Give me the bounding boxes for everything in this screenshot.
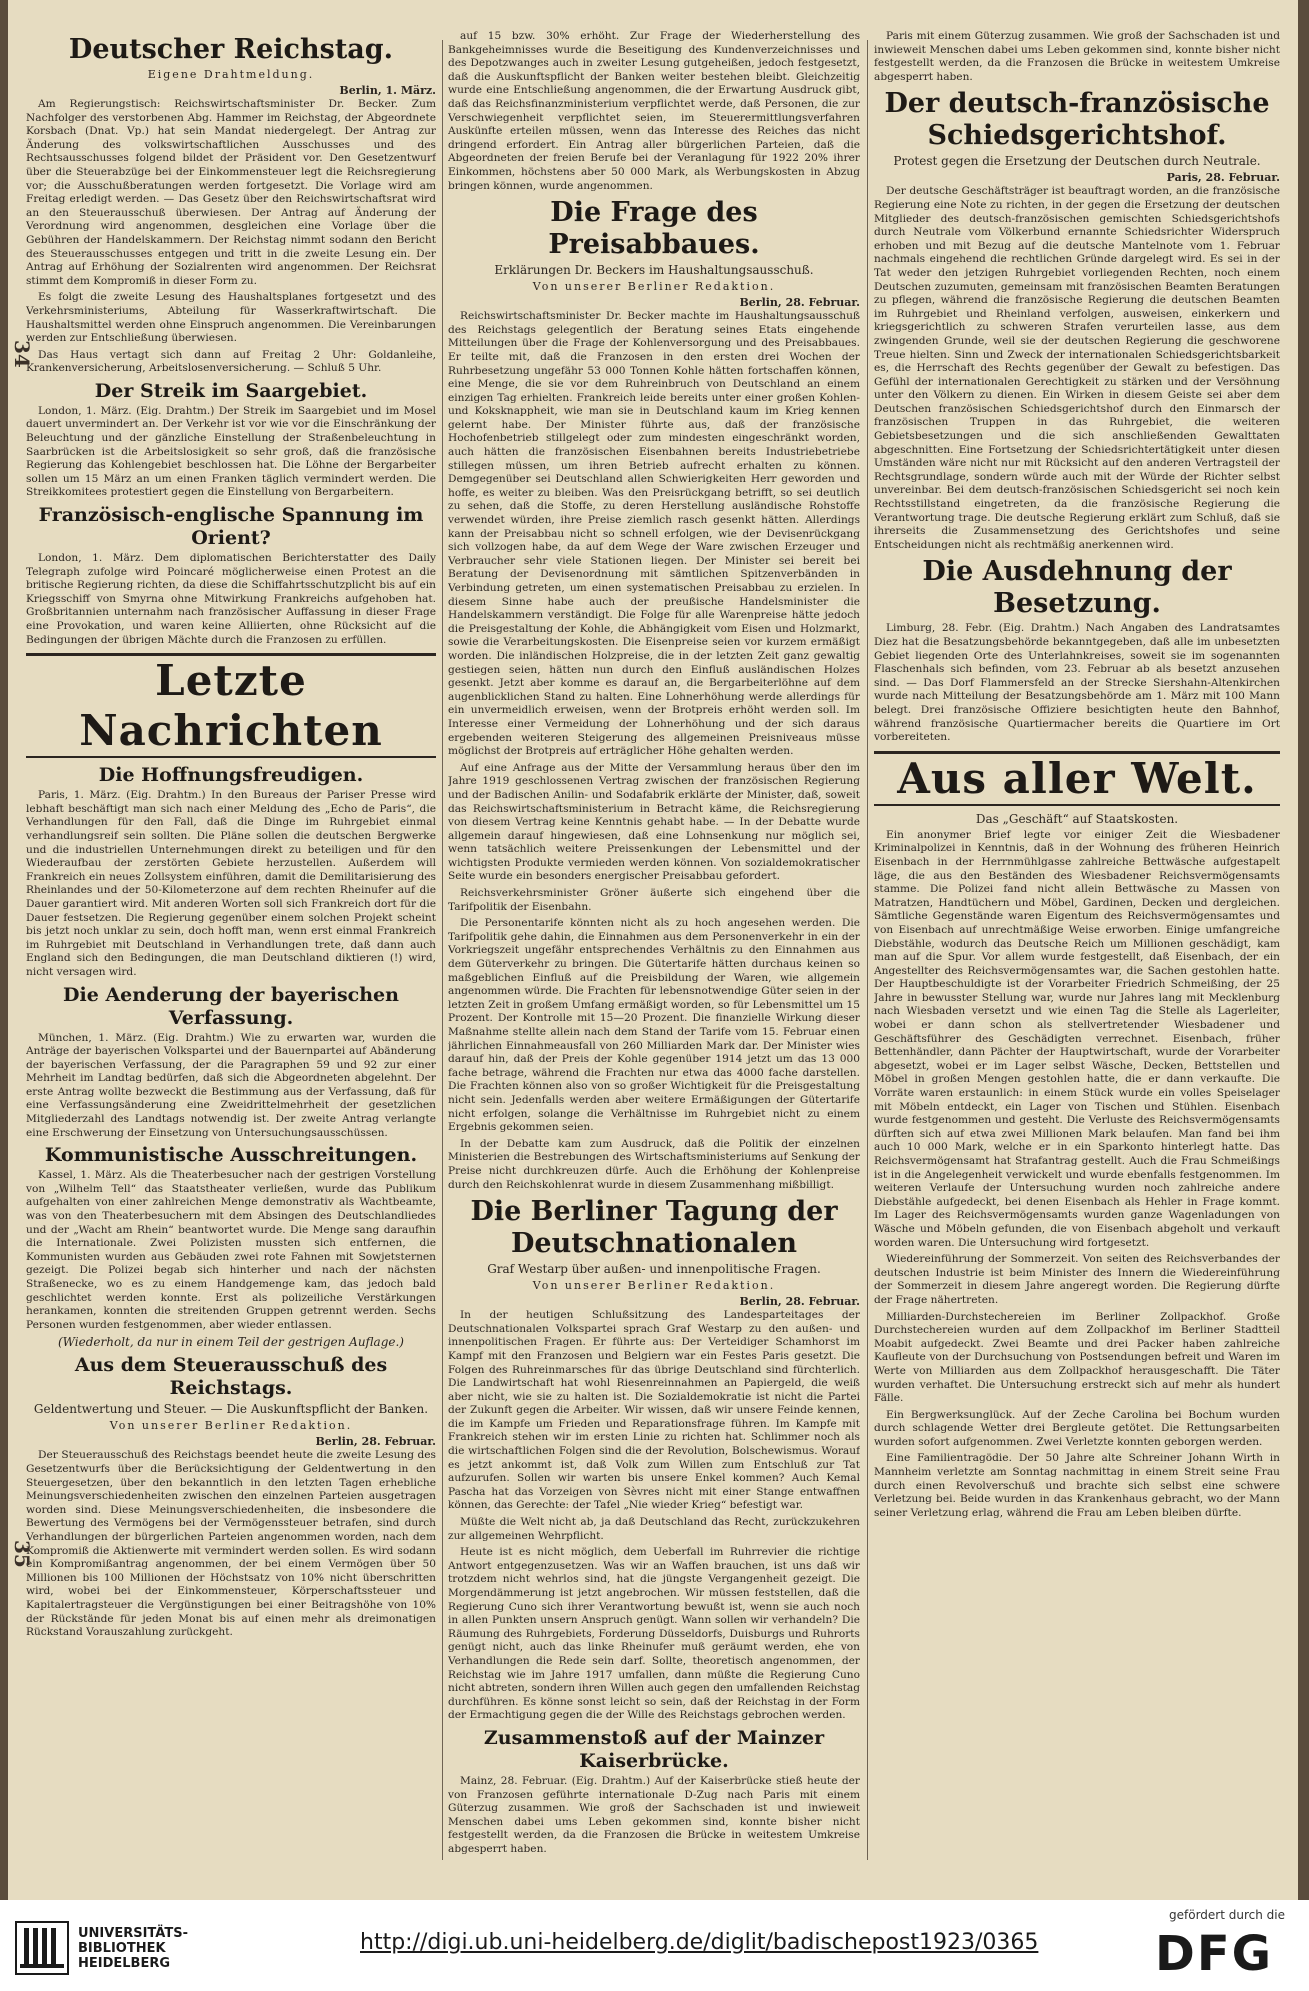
newspaper-page [8, 0, 1298, 1900]
margin-mark: 34 [10, 340, 34, 368]
dateline: Berlin, 28. Februar. [739, 296, 860, 310]
article-paragraph: Auf eine Anfrage aus der Mitte der Versammlung heraus über den im Jahre 1919 geschlossenen Vertrag zwischen der französischen Regierung und der Badischen Anilin- und Sodafabrik erklärte der Minister, daß, soweit das Reichswirtschaftsministerium in Betracht käme, die Reichsregierung von diesem Vertrag keine Kenntnis gehabt habe. — In der Debatte wurde allgemein darauf hingewiesen, daß eine Lohnsenkung nur möglich sei, wenn tatsächlich weitere Preissenkungen der Lebensmittel und der wichtigsten Produkte vermieden werden können. Von sozialdemokratischer Seite wurde ein besonders energischer Preisabbau gefordert. [448, 761, 860, 883]
dateline: Berlin, 1. März. [339, 84, 436, 97]
dfg-logo-text: DFG [1155, 1926, 1274, 1978]
article-paragraph: Ein Bergwerksunglück. Auf der Zeche Carolina bei Bochum wurden durch schlagende Wetter drei Bergleute getötet. Die Rettungsarbeiten wurden sofort aufgenommen. Zwei Verletzte konnten geborgen werden. [874, 1408, 1280, 1448]
university-library-logo[interactable] [14, 1920, 274, 1976]
article-paragraph: Paris mit einem Güterzug zusammen. Wie groß der Sachschaden ist und inwieweit Menschen dabei ums Leben gekommen sind, konnte bisher nicht festgestellt werden, da die Franzosen die Brücke in weitestem Umkreise abgesperrt haben. [874, 30, 1280, 83]
article-paragraph: Heute ist es nicht möglich, dem Ueberfall im Ruhrrevier die richtige Antwort entgegenzusetzen. Was wir an Waffen brauchen, ist uns daß wir trotzdem nicht wehrlos sind, hat die jüngste Vergangenheit gezeigt. Die Morgendämmerung ist jetzt angebrochen. Wir müssen feststellen, daß die Regierung Cuno sich ihrer Verantwortung bewußt ist, wenn sie auch noch in allen Punkten unsern Anspruch genügt. Wann sollen wir verhandeln? Die Räumung des Ruhrgebiets, Forderung Düsseldorfs, Duisburgs und Ruhrorts genügt nicht, auch das linke Rheinufer muß geräumt werden, ehe von Verhandlungen die Rede sein darf. Sollte, theoretisch angenommen, der Reichstag wie im Jahre 1917 umfallen, dann müßte die Regierung Cuno nicht abtreten, sondern ihren Willen auch gegen den umfallenden Reichstag durchführen. Es könne sonst leicht so sein, daß der Reichstag in der Form der Ermachtigung gegen die der Wille des Reichstags gebrochen werden. [448, 1546, 860, 1722]
headline: Aus aller Welt. [874, 751, 1280, 806]
footer-bar [0, 1900, 1309, 1991]
article-paragraph: Limburg, 28. Febr. (Eig. Drahtm.) Nach Angaben des Landratsamtes Diez hat die Besatzungsbehörde bekanntgegeben, daß alle im unbesetzten Gebiet liegenden Orte des Unterlahnkreises, soweit sie im sogenannten Flaschenhals sich befinden, vom 23. Februar ab als besetzt anzusehen sind. — Das Dorf Flammersfeld an der Strecke Siershahn-Altenkirchen wurde nach Mitteilung der Besatzungsbehörde am 1. März mit 100 Mann belegt. Drei französische Offiziere besichtigten heute den Bahnhof, während französische Quartiermacher bereits die Quartiere im Ort vorbereiteten. [874, 622, 1280, 744]
article-paragraph: Die Personentarife könnten nicht als zu hoch angesehen werden. Die Tarifpolitik gehe dahin, die Einnahmen aus dem Personenverkehr in ein der Vorkriegszeit ungefähr entsprechendes Verhältnis zu den Einnahmen aus dem Güterverkehr zu bringen. Die Gütertarife hätten durchaus keinen so maßgeblichen Einfluß auf die Preisbildung der Waren, wie allgemein angenommen würde. Die Frachten für lebensnotwendige Güter seien in der letzten Zeit in großem Umfang ermäßigt worden, so für Lebensmittel um 15 Prozent. Der Kontrolle mit 15—20 Prozent. Die finanzielle Wirkung dieser Maßnahme stellte allein nach dem Stand der Tarife vom 15. Februar einen jährlichen Einnahmeausfall von 260 Milliarden Mark dar. Der Minister wies darauf hin, daß der Preis der Kohle gegenüber 1914 jetzt um das 13 000 fache betrage, während die Frachten nur etwa das 4000 fache darstellen. Die Frachten können also von so großer Wichtigkeit für die Preisgestaltung nicht sein. Jedenfalls werden aber weitere Ermäßigungen der Gütertarife nicht erfolgen, solange die Verhältnisse im Ruhrgebiet nicht zu einem Ergebnis gekommen seien. [448, 917, 860, 1134]
byline: Von unserer Berliner Redaktion. [109, 1419, 353, 1433]
article-paragraph: Ein anonymer Brief legte vor einiger Zeit die Wiesbadener Kriminalpolizei in Kenntnis, daß in der Wohnung des früheren Heinrich Eisenbach in der Herrnmühlgasse zahlreiche Bettwäsche aufgestapelt läge, die aus den Beständen des Wiesbadener Reichsvermögensamts stamme. Die Polizei fand nicht allein Bettwäsche zu Massen von Matratzen, Handtüchern und Möbel, Gardinen, Decken und dergleichen. Sämtliche Gegenstände waren Eigentum des Reichsvermögensamtes und von Eisenbach auf unrechtmäßige Weise erworben. Einige umfangreiche Diebstähle, wodurch das Deutsche Reich um Millionen geschädigt, kam man auf die Spur. Vor allem wurde festgestellt, daß Eisenbach, der ein Angestellter des Reichsvermögensamtes war, die Sachen gestohlen hatte. Der Hauptbeschuldigte ist der Vorarbeiter Friedrich Schmeißing, der 25 Jahre in bewusster Stellung war, wurde nur Jahres lang mit Mecklenburg nach Wiesbaden versetzt und wie einen Tag die Stelle als Lagerleiter, wobei er dann schon als stellvertretender Wiesbadener und Geschäftsführer des Geschädigten verrechnet. Eisenbach, früher Bettenhändler, dann Pächter der Hauptwirtschaft, wurde der Vorarbeiter abgesetzt, wobei er im Lager selbst Wäsche, Decken, Bettstellen und Möbel in großen Mengen gestohlen hatte, die er dann verkaufte. Die Vorräte waren erstaunlich: in einem Stück wurde ein volles Speiselager mit Möbeln entdeckt, ein Lager von Tischen und Stühlen. Eisenbach wurde festgenommen und gesteht. Die Verluste des Reichsvermögensamts dürften sich auf etwa zwei Millionen Mark belaufen. Man fand bei ihm auch 10 000 Mark, welche er in ein Sparkonto hinterlegt hatte. Das Reichsvermögensamt hat Strafantrag gestellt. Auch die Frau Schmeißings ist in die Angelegenheit verwickelt und wurde ebenfalls festgenommen. Im weiteren Verlaufe der Untersuchung wurden noch zahlreiche andere Diebstähle aufgedeckt, bei denen Eisenbach als Hehler in Frage kommt. Im Lager des Reichsvermögensamts wurden ganze Wagenladungen von Wäsche und Möbeln gefunden, die von Eisenbach abgeholt und verkauft worden waren. Die Untersuchung wird fortgesetzt. [874, 828, 1280, 1249]
article-paragraph: Reichsverkehrsminister Gröner äußerte sich eingehend über die Tarifpolitik der Eisenbahn. [448, 887, 860, 913]
article-paragraph: Am Regierungstisch: Reichswirtschaftsminister Dr. Becker. Zum Nachfolger des verstorbenen Abg. Hammer im Reichstag, der Abgeordnete Korsbach (Dnat. Vp.) hat sein Mandat niedergelegt. Der Antrag zur Änderung des volkswirtschaftlichen Ausschusses und des Rechtsausschusses folgend bildet der Präsident vor. Den Gesetzentwurf über die Steuerabzüge bei der Einkommensteuer legt die Reichsregierung vor; die Ausschußberatungen werden fortgesetzt. Die Vorlage wird am Freitag erledigt werden. — Das Gesetz über den Reichswirtschaftsrat wird an den Steuerausschuß überwiesen. Der Antrag auf Änderung der Verordnung wird angenommen, desgleichen eine Vorlage über die Gebühren der Handelskammern. Der Reichstag nimmt sodann den Bericht des Steuerausschusses entgegen und tritt in die zweite Lesung ein. Der Antrag auf Erhöhung der Sozialrenten wird angenommen. Der Reichsrat stimmt dem Kompromiß in dieser Form zu. [26, 98, 436, 287]
headline: Zusammenstoß auf der Mainzer Kaiserbrücke. [483, 1726, 825, 1772]
column-2 [448, 30, 860, 1882]
article-paragraph: auf 15 bzw. 30% erhöht. Zur Frage der Wiederherstellung des Bankgeheimnisses wurde die Beseitigung des Kundenverzeichnisses und des Depotzwanges auch in zweiter Lesung gutgeheißen, jedoch festgesetzt, daß die Auskunftspflicht der Banken weiter bestehen bleibt. Gleichzeitig wurde eine Entschließung angenommen, die der Erwartung Ausdruck gibt, daß das Reichsfinanzministerium verpflichtet werde, daß Personen, die zur Verschwiegenheit verpflichtet seien, im Steuerermittlungsverfahren Auskünfte erteilen müssen, wenn das Interesse des Reiches das nicht dringend erfordert. Ein Antrag aller bürgerlichen Parteien, daß die Abgeordneten der freien Berufe bei der Veranlagung für 1922 20% ihrer Einkommen, höchstens aber 50 000 Mark, als Werbungskosten in Abzug bringen können, wurde angenommen. [448, 30, 860, 192]
article-paragraph: Milliarden-Durchstechereien im Berliner Zollpackhof. Große Durchstechereien wurden auf dem Zollpackhof im Berliner Stadtteil Moabit aufgedeckt. Zwei Beamte und drei Packer haben zahlreiche Kaufleute von der Durchsuchung von Postsendungen befreit und Waren im Werte von Milliarden aus dem Zollpackhof herausgeschafft. Die Täter wurden verhaftet. Die Untersuchung erstreckt sich auf mehr als hundert Fälle. [874, 1310, 1280, 1405]
headline: Der Streik im Saargebiet. [94, 379, 368, 402]
byline: Eigene Drahtmeldung. [147, 68, 315, 81]
article-paragraph: Wiedereinführung der Sommerzeit. Von seiten des Reichsverbandes der deutschen Industrie ist beim Minister des Innern die Wiedereinführung der Sommerzeit in diesem Jahre angeregt worden. Die Regierung dürfte der Frage nähertreten. [874, 1253, 1280, 1306]
article-paragraph: In der heutigen Schlußsitzung des Landesparteitages der Deutschnationalen Volkspartei sprach Graf Westarp zu den außen- und innenpolitischen Fragen. Er führte aus: Der Verteidiger Schamhorst im Kampf mit den Franzosen und Belgiern war ein Festes Paris gesetzt. Die Folgen des Ruhreinmarsches für das übrige Deutschland sind fürchterlich. Die Landwirtschaft hat wohl Riesenreinnahmen an Papiergeld, die weiß aber nicht, wie sie zu halten ist. Die Sozialdemokratie ist nicht die Partei der Zukunft gegen die Arbeiter. Wir wissen, daß wir unsere Feinde kennen, die im Kampfe um Frieden und Reparationsfrage führen. Im Kampfe mit Frankreich stehen wir im ersten Linie zu richten hat. Schlimmer noch als die wirtschaftlichen Folgen sind die der Revolution, Bolschewismus. Worauf es jetzt ankommt ist, daß Volk zum Willen zum Entschluß zur Tat aufzurufen. Sollen wir warten bis unsere Enkel kommen? Auch Kemal Pascha hat das Vorzeigen von Sèvres nicht mit einer Stange entwaffnen können, das Gerechte: der Tafel „Nie wieder Krieg“ befestigt war. [448, 1309, 860, 1512]
article-paragraph: Paris, 1. März. (Eig. Drahtm.) In den Bureaus der Pariser Presse wird lebhaft beschäftigt man sich nach einer Meldung des „Echo de Paris“, die Verhandlungen für den Fall, daß die Dinge im Ruhrgebiet einmal verhandlungsreif sein sollten. Die Pläne sollen die deutschen Bergwerke und die industriellen Unternehmungen direkt zu beteiligen und für den Wiederaufbau der zerstörten Gebiete herzustellen. Außerdem will Frankreich ein neues Zollsystem einführen, damit die Demilitarisierung des Rheinlandes und der 50-Kilometerzone auf dem rechten Rheinufer auf die Dauer garantiert wird. Mit anderen Worten soll sich Frankreich dort für die Dauer festsetzen. Die Regierung gegenüber einem solchen Projekt scheint bis jetzt noch unklar zu sein, doch hofft man, wenn erst einmal Frankreich im Ruhrgebiet mit Deutschland in Verhandlungen trete, daß dann auch England sich den Bedingungen, die man Deutschland diktieren (!) wird, nicht versagen wird. [26, 789, 436, 978]
headline: Die Ausdehnung der Besetzung. [922, 556, 1232, 620]
article-paragraph: Es folgt die zweite Lesung des Haushaltsplanes fortgesetzt und des Verkehrsministeriums, Abteilung für Wasserkraftwirtschaft. Die Haushaltsmittel werden ohne Einspruch angenommen. Die Vereinbarungen werden zur Entschließung überwiesen. [26, 291, 436, 345]
dateline: Berlin, 28. Februar. [315, 1435, 436, 1449]
article-paragraph: Müßte die Welt nicht ab, ja daß Deutschland das Recht, zurückzukehren zur allgemeinen Wehrpflicht. [448, 1516, 860, 1542]
article-paragraph: Kassel, 1. März. Als die Theaterbesucher nach der gestrigen Vorstellung von „Wilhelm Tell“ das Staatstheater verließen, wurde das Publikum aufgehalten von einer zahlreichen Menge demonstrativ als Wachtbeamte, was von den Theaterbesuchern mit dem Absingen des Deutschlandliedes und der „Wacht am Rhein“ beantwortet wurde. Die Menge sang daraufhin die Internationale. Zwei Polizisten mussten sich entfernen, die Kommunisten wurden aus Gebäuden zwei rote Fahnen mit Sowjetsternen gezeigt. Die Polizei begab sich hinterher und nach der nächsten Straßenecke, wo es zu einem Handgemenge kam, das jedoch bald geschlichtet werden konnte. Erst als polizeiliche Verstärkungen herankamen, konnten die streitenden Gruppen getrennt werden. Sechs Personen wurden festgenommen, aber wieder entlassen. [26, 1169, 436, 1331]
dfg-logo[interactable] [1155, 1926, 1285, 1978]
headline: Der deutsch-französische Schiedsgerichtshof. [884, 88, 1270, 152]
article-paragraph: London, 1. März. (Eig. Drahtm.) Der Streik im Saargebiet und im Mosel dauert unvermindert an. Der Verkehr ist vor wie vor die Einschränkung der Beleuchtung und der gänzliche Einstellung der Straßenbeleuchtung in Saarbrücken ist die Arbeitslosigkeit so sehr groß, daß die französische Regierung das Kohlengebiet beschlossen hat. Die Löhne der Bergarbeiter sollen um 15 März an um einen Franken täglich vermindert werden. Die Streikkomitees protestiert gegen die Einstellung von Bergarbeitern. [26, 404, 436, 499]
headline: Französisch-englische Spannung im Orient? [38, 504, 424, 550]
article-paragraph: In der Debatte kam zum Ausdruck, daß die Politik der einzelnen Ministerien die Bestrebungen des Wirtschaftsministeriums auf Senkung der Preise nicht durchkreuzen dürfe. Auch die Erhöhung der Kohlenpreise durch den Reichskohlenrat wurde in diesem Zusammenhang mißbilligt. [448, 1137, 860, 1191]
column-3 [874, 30, 1280, 1882]
subheadline: Protest gegen die Ersetzung der Deutschen durch Neutrale. [893, 154, 1261, 169]
library-name: UNIVERSITÄTS- BIBLIOTHEK HEIDELBERG [78, 1926, 188, 1971]
article-paragraph: Mainz, 28. Februar. (Eig. Drahtm.) Auf der Kaiserbrücke stieß heute der von Franzosen geführte internationale D-Zug nach Paris mit einem Güterzug zusammen. Wie groß der Sachschaden ist und inwieweit Menschen dabei ums Leben gekommen sind, konnte bisher nicht festgestellt werden, da die Franzosen die Brücke in weitestem Umkreise abgesperrt haben. [448, 1774, 860, 1855]
headline: Die Aenderung der bayerischen Verfassung. [63, 983, 399, 1029]
dateline: Berlin, 28. Februar. [739, 1295, 860, 1309]
funding-caption: gefördert durch die [1169, 1908, 1285, 1922]
column-rule [867, 40, 868, 1860]
subheadline: Erklärungen Dr. Beckers im Haushaltungsausschuß. [494, 263, 814, 278]
headline: Aus dem Steuerausschuß des Reichstags. [74, 1354, 388, 1400]
article-paragraph: Eine Familientragödie. Der 50 Jahre alte Schreiner Johann Wirth in Mannheim verletzte am Sonntag nachmittag in einem Streit seine Frau durch einen Revolverschuß und brachte sich selbst eine schwere Verletzung bei. Beide wurden in das Krankenhaus gebracht, wo der Mann seiner Verletzung erlag, während die Frau am Leben bleiben dürfte. [874, 1452, 1280, 1519]
subheadline: Geldentwertung und Steuer. — Die Auskunftspflicht der Banken. [33, 1402, 429, 1417]
headline: Die Frage des Preisabbaues. [548, 197, 760, 261]
column-rule [442, 40, 443, 1860]
column-1 [26, 30, 436, 1882]
subheadline: Das „Geschäft“ auf Staatskosten. [975, 811, 1179, 826]
subheadline: Graf Westarp über außen- und innenpolitische Fragen. [487, 1262, 821, 1277]
headline: Kommunistische Ausschreitungen. [44, 1144, 418, 1167]
margin-mark: 35 [10, 1540, 34, 1568]
article-paragraph: München, 1. März. (Eig. Drahtm.) Wie zu erwarten war, wurden die Anträge der bayerischen Volkspartei und der Bauernpartei auf Abänderung der bayerischen Verfassung, der die Paragraphen 59 und 92 zur einer Mehrheit im Landtag bedürfen, daß sich die Abgeordneten abgelehnt. Der erste Antrag wollte bezweckt die Bestimmung aus der Verfassung, daß für eine Verfassungsänderung eine Zweidrittelmehrheit der gesetzlichen Mitgliederzahl des Landtags notwendig ist. Der zweite Antrag verlangte eine Erschwerung der Einsetzung von Untersuchungsausschüssen. [26, 1031, 436, 1139]
headline: Letzte Nachrichten [26, 653, 436, 758]
article-paragraph: Der deutsche Geschäftsträger ist beauftragt worden, an die französische Regierung eine Note zu richten, in der gegen die Ersetzung der deutschen Mitglieder des deutsch-französischen gemischten Schiedsgerichtshofs durch Neutrale vom Völkerbund ernannte Schiedsrichter Widerspruch erhoben und mit Bezug auf die deutsche Mantelnote vom 1. Februar nachmals eingehend die rechtlichen Gründe dargelegt wird. Es sei in der Tat weder den jetzigen Ruhrgebiet vorliegenden Rechten, noch einem Deutschen zuzumuten, gemeinsam mit französischen Beamten Beratungen zu pflegen, während die französische Regierung die deutschen Beamten im Ruhrgebiet und Rheinland verfolgen, ausweisen, einkerkern und kriegsgerichtlich zu schweren Strafen verurteilen lasse, aus dem zwingenden Grunde, weil sie der deutschen Regierung die geschworene Treue hielten. Sinn und Zweck der internationalen Schiedsgerichtsbarkeit es, die Herrschaft des Rechts gegenüber der Gewalt zu befestigen. Das Gefühl der internationalen Gerechtigkeit zu stärken und der Versöhnung unter den Völkern zu dienen. Ein Wirken in diesem Geiste sei aber dem Deutschen französischen Schiedsgerichtshof durch den Einmarsch der französischen Truppen in das Ruhrgebiet, die weiteren Gebietsbesetzungen und die sich anschließenden Gewalttaten abgeschnitten. Eine Fortsetzung der Schiedsrichtertätigkeit unter diesen Umständen wäre nicht nur mit Rücksicht auf den anderen Vertragsteil der Rechtsgrundlage, sondern würde auch mit der Würde der Richter selbst unvereinbar. Bei dem deutsch-französischen Schiedsgericht sei noch kein Rechtsstillstand eingetreten, da die französische Regierung die Verantwortung trage. Die deutsche Regierung erklärt zum Schluß, daß sie ihrerseits die Zusammensetzung des Gerichtshofes und seine Entscheidungen nicht als rechtmäßig anerkennen wird. [874, 185, 1280, 551]
library-emblem-icon [14, 1920, 70, 1976]
permalink-url[interactable]: http://digi.ub.uni-heidelberg.de/diglit/badischepost1923/0365 [360, 1930, 1039, 1955]
article-paragraph: Reichswirtschaftsminister Dr. Becker machte im Haushaltungsausschuß des Reichstags gelegentlich der Beratung seines Etats eingehende Mitteilungen über die Frage der Kohlenversorgung und des Preisabbaues. Er teilte mit, daß die Franzosen in den ersten drei Wochen der Ruhrbesetzung ungefähr 53 000 Tonnen Kohle hätten fortschaffen können, eine Menge, die sie vor dem Ruhreinbruch von Deutschland an einem einzigen Tag erhielten. Frankreich leide bereits unter einer großen Kohlen- und Koksknappheit, wie man sie in Deutschland kaum im Krieg kennen gelernt habe. Der Minister führte aus, daß der französische Hochofenbetrieb stillgelegt oder zum mindesten eingeschränkt worden, auch hätten die französischen Eisenbahnen bereits Industriebetriebe stillegen müssen, um ihren Betrieb aufrecht erhalten zu können. Demgegenüber sei Deutschland allen Schwierigkeiten Herr geworden und hoffe, es weiter zu bleiben. Was den Preisrückgang betrifft, so sei deutlich zu sehen, daß die Stoffe, zu deren Herstellung ausländische Rohstoffe verwendet würden, ihre Preise ziemlich rasch gesenkt hätten. Allerdings kann der Preisabbau nicht so schnell erfolgen, wie der Devisenrückgang sich vollzogen habe, da auf dem Wege der Ware zwischen Erzeuger und Verbraucher sehr viele Stationen liegen. Der Minister sei bereit bei Beratung der Devisenordnung mit sämtlichen Spitzenverbänden in Verbindung getreten, um einen systematischen Preisabbau zu erzielen. In diesem Sinne habe auch der preußische Handelsminister die Handelskammern verständigt. Die Folge für alle Warenpreise hätte jedoch die Preisgestaltung der Kohle, die Abhängigkeit vom Eisen und Holzmarkt, sowie die Verarbeitungskosten. Die Eisenpreise seien vor kurzem ermäßigt worden. Die inländischen Holzpreise, die in der letzten Zeit ganz gewaltig gestiegen seien, hätten nun durch den Einfluß ausländischen Holzes gesenkt. Jetzt aber komme es darauf an, die Bergarbeiterlöhne auf dem augenblicklichen Stand zu halten. Eine Lohnerhöhung werde allerdings für ein unvermeidlich erweisen, wenn der Brotpreis erhöht werden soll. Im Interesse einer Vermeidung der Lohnerhöhung und der sich daraus ergebenden weiteren Steigerung des allgemeinen Preisniveaus müsse möglichst der Brotpreis auf erträglicher Höhe gehalten werden. [448, 310, 860, 758]
byline: Von unserer Berliner Redaktion. [532, 280, 776, 294]
article-paragraph: Das Haus vertagt sich dann auf Freitag 2 Uhr: Goldanleihe, Krankenversicherung, Arbeitslosenversicherung. — Schluß 5 Uhr. [26, 348, 436, 375]
headline: Die Berliner Tagung der Deutschnationalen [470, 1196, 838, 1260]
headline: Die Hoffnungsfreudigen. [98, 764, 364, 787]
dateline: Paris, 28. Februar. [1166, 171, 1280, 185]
headline: Deutscher Reichstag. [68, 34, 394, 65]
article-paragraph: Der Steuerausschuß des Reichstags beendet heute die zweite Lesung des Gesetzentwurfs über die Berücksichtigung der Geldentwertung in den Steuergesetzen, über den bekanntlich in den letzten Tagen erhebliche Meinungsverschiedenheiten zwischen den einzelnen Parteien ausgetragen worden sind. Diese Meinungsverschiedenheiten, die insbesondere die Bewertung des Vermögens bei der Vermögenssteuer betrafen, sind durch Verhandlungen der bürgerlichen Parteien angenommen worden, nach dem Kompromiß die Aktienwerte mit vermindert werden sollen. Es wird sodann ein Kompromißantrag angenommen, der bei einem Vermögen über 50 Millionen bis 100 Millionen der Höchstsatz von 10% nicht überschritten wird, wobei bei der Einkommensteuer, Körperschaftssteuer und Kapitalertragsteuer die Vergünstigungen bei einer Beitragshöhe von 10% der Rückstände für jeden Monat bis auf einen mehr als dreimonatigen Rückstand Vorauszahlung zurückgeht. [26, 1449, 436, 1639]
editorial-note: (Wiederholt, da nur in einem Teil der gestrigen Auflage.) [57, 1335, 404, 1350]
article-paragraph: London, 1. März. Dem diplomatischen Berichterstatter des Daily Telegraph zufolge wird Poincaré möglicherweise einen Protest an die britische Regierung richten, da diese die Schiffahrtsschutzplicht bis auf ein Kriegsschiff von Smyrna ohne Mitwirkung Frankreichs aufgehoben hat. Großbritannien unternahm nach französischer Auffassung in dieser Frage eine Provokation, und waren keine Alliierten, ohne Rücksicht auf die Bedingungen der übrigen Mächte durch die Franzosen zu erfüllen. [26, 552, 436, 646]
byline: Von unserer Berliner Redaktion. [532, 1279, 776, 1293]
